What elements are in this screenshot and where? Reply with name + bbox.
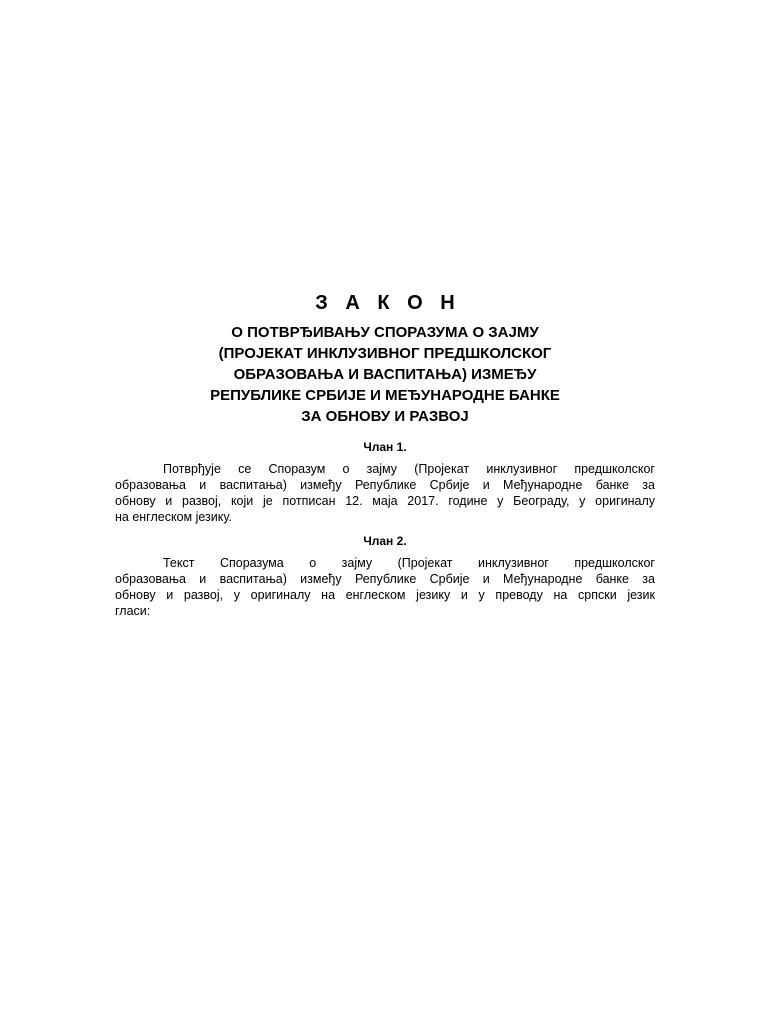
- article-1-paragraph: [115, 461, 655, 525]
- article-1-heading: Члан 1.: [363, 440, 407, 454]
- paragraph-line: гласи:: [115, 604, 151, 618]
- subtitle-line: ОБРАЗОВАЊА И ВАСПИТАЊА) ИЗМЕЂУ: [233, 366, 537, 383]
- paragraph-line: образовања и васпитања) између Републике Србије и Међународне банке за: [115, 572, 655, 586]
- article-2-paragraph: [115, 555, 655, 619]
- paragraph-line: на енглеском језику.: [115, 510, 232, 524]
- paragraph-line: образовања и васпитања) између Републике Србије и Међународне банке за: [115, 478, 655, 492]
- paragraph-line: обнову и развој, који је потписан 12. маја 2017. године у Београду, у оригиналу: [115, 494, 655, 508]
- subtitle-line: ЗА ОБНОВУ И РАЗВОЈ: [301, 408, 469, 425]
- subtitle-line: РЕПУБЛИКЕ СРБИЈЕ И МЕЂУНАРОДНЕ БАНКЕ: [210, 387, 560, 404]
- law-document: [115, 290, 655, 619]
- paragraph-line: Текст Споразума о зајму (Пројекат инклузивног предшколског: [163, 556, 655, 570]
- paragraph-line: обнову и развој, у оригиналу на енглеском језику и у преводу на српски језик: [115, 588, 655, 602]
- article-2-heading: Члан 2.: [363, 534, 407, 548]
- subtitle-line: (ПРОЈЕКАТ ИНКЛУЗИВНОГ ПРЕДШКОЛСКОГ: [218, 345, 552, 362]
- law-subtitle: [135, 322, 635, 427]
- paragraph-line: Потврђује се Споразум о зајму (Пројекат инклузивног предшколског: [163, 462, 655, 476]
- subtitle-line: О ПОТВРЂИВАЊУ СПОРАЗУМА О ЗАЈМУ: [231, 324, 539, 341]
- law-title: З А К О Н: [315, 292, 461, 314]
